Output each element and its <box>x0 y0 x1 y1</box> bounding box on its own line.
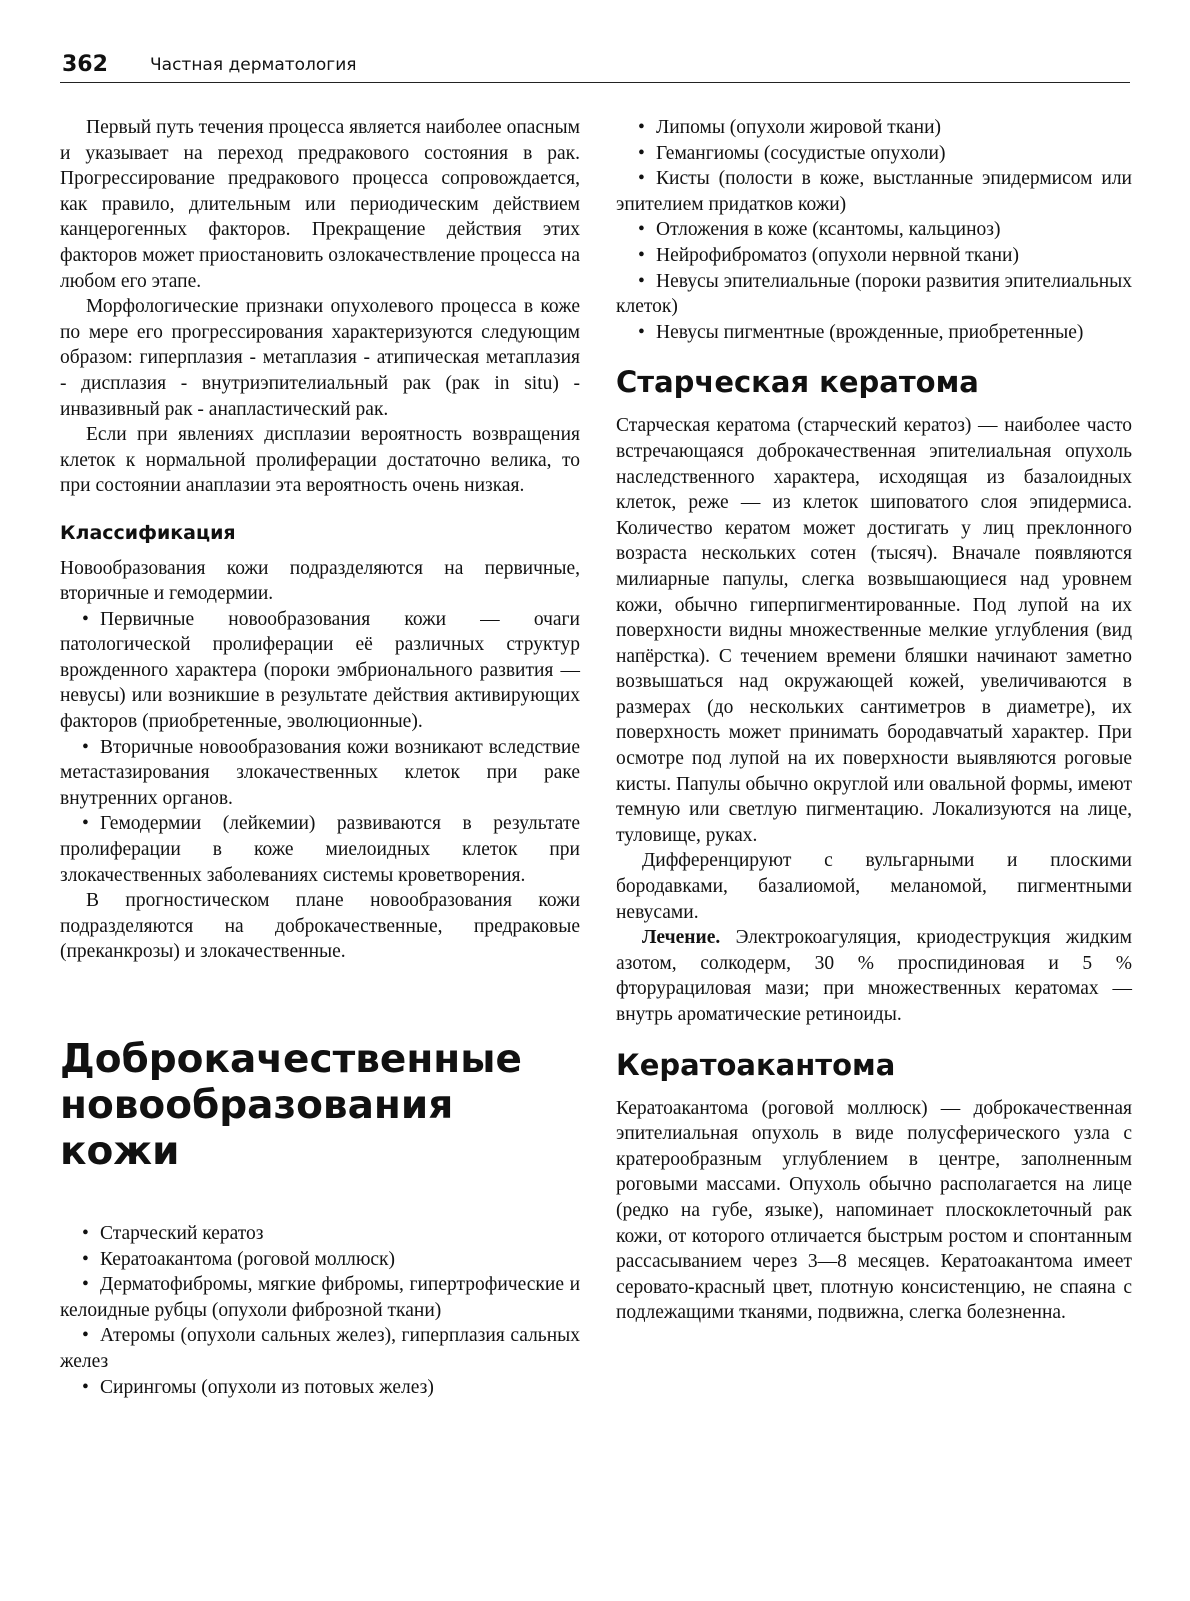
bullet-icon: • <box>82 1274 89 1296</box>
list-item: • Кератоакантома (роговой моллюск) <box>60 1247 580 1273</box>
paragraph: Если при явлениях дисплазии вероятность возвращения клеток к нормальной пролиферации достаточно велика, то при состоянии анаплазии эта вероятность очень низкая. <box>60 424 580 497</box>
bullet-icon: • <box>638 117 645 138</box>
bullet-icon: • <box>82 1223 89 1244</box>
paragraph: Морфологические признаки опухолевого процесса в коже по мере его прогрессирования характеризуются следующим образом: гиперплазия - метаплазия - атипическая метаплазия - дисплазия - внутриэпителиальный рак (рак in situ) - инвазивный рак - анапластический рак. <box>60 296 580 420</box>
bullet-icon: • <box>82 1376 89 1398</box>
bullet-icon: • <box>82 1248 89 1270</box>
section-title-senile-keratoma: Старческая кератома <box>616 365 979 400</box>
bullet-icon: • <box>638 168 645 190</box>
bullet-icon: • <box>638 321 645 343</box>
list-item: • Сирингомы (опухоли из потовых желез) <box>60 1375 580 1401</box>
running-title: Частная дерматология <box>150 55 357 75</box>
list-item: • Старческий кератоз <box>60 1221 580 1247</box>
treatment-label: Лечение. <box>642 927 721 949</box>
list-item: • Отложения в коже (ксантомы, кальциноз) <box>616 217 1132 243</box>
paragraph: Кератоакантома (роговой моллюск) — доброкачественная эпителиальная опухоль в виде полусферического узла с кратерообразным углублением в центре, заполненным роговыми массами. Опухоль обычно располагается на лице (редко на губе, языке), напоминает плоскоклеточный рак кожи, от которого отличается быстрым ростом и спонтанным рассасыванием через 3—8 месяцев. Кератоакантома имеет серовато-красный цвет, плотную консистенцию, не спаяна с подлежащими тканями, подвижна, слегка болезненна. <box>616 1097 1132 1324</box>
bullet-icon: • <box>638 142 645 164</box>
list-item: • Дерматофибромы, мягкие фибромы, гипертрофические и келоидные рубцы (опухоли фиброзной ткани) <box>60 1274 580 1321</box>
treatment-paragraph: Лечение. Электрокоагуляция, криодеструкция жидким азотом, солкодерм, 30 % проспидиновая и 5 % фторурациловая мази; при множественных кератомах — внутрь ароматические ретиноиды. <box>616 927 1132 1025</box>
list-item: • Невусы пигментные (врожденные, приобретенные) <box>616 320 1132 346</box>
bullet-icon: • <box>638 244 645 266</box>
list-item: • Нейрофиброматоз (опухоли нервной ткани) <box>616 243 1132 269</box>
bullet-icon: • <box>638 270 645 292</box>
paragraph: Новообразования кожи подразделяются на первичные, вторичные и гемодермии. <box>60 557 580 605</box>
bullet-icon: • <box>638 219 645 241</box>
right-column <box>616 115 1132 1326</box>
list-item: • Липомы (опухоли жировой ткани) <box>616 115 1132 141</box>
chapter-title: Доброкачественные новообразования кожи <box>60 1037 522 1174</box>
paragraph: Старческая кератома (старческий кератоз) — наиболее часто встречающаяся доброкачественная эпителиальная опухоль наследственного характера, исходящая из базалоидных клеток, реже — из клеток шиповатого слоя эпидермиса. Количество кератом может достигать у лиц преклонного возраста нескольких сотен (тысяч). Вначале появляются милиарные папулы, слегка возвышающиеся над уровнем кожи, обычно гиперпигментированные. Под лупой на их поверхности видны множественные мелкие углубления (вид напёрстка). С течением времени бляшки начинают заметно возвышаться над окружающей кожей, увеличиваются в размерах (до нескольких сантиметров в диаметре), их поверхность может принимать бородавчатый характер. При осмотре под лупой на их поверхности выявляются роговые кисты. Папулы обычно округлой или овальной формы, имеют темную или светлую пигментацию. Локализуются на лице, туловище, руках. <box>616 415 1132 846</box>
left-column <box>60 115 580 1400</box>
page-number: 362 <box>62 52 108 77</box>
list-item: • Кисты (полости в коже, выстланные эпидермисом или эпителием придатков кожи) <box>616 168 1132 215</box>
list-item: • Первичные новообразования кожи — очаги патологической пролиферации её различных структур врожденного характера (пороки эмбрионального развития — невусы) или возникшие в результате действия активирующих факторов (приобретенные, эволюционные). <box>60 608 580 733</box>
bullet-icon: • <box>82 1325 89 1347</box>
page-header <box>60 52 1130 83</box>
list-item: • Гемодермии (лейкемии) развиваются в результате пролиферации в коже миелоидных клеток при злокачественных заболеваниях системы кроветворения. <box>60 813 580 886</box>
paragraph: Дифференцируют с вульгарными и плоскими бородавками, базалиомой, меланомой, пигментными невусами. <box>616 850 1132 923</box>
bullet-icon: • <box>82 608 89 630</box>
paragraph: Первый путь течения процесса является наиболее опасным и указывает на переход предракового состояния в рак. Прогрессирование предракового процесса сопровождается, как правило, длительным или периодическим действием канцерогенных факторов. Прекращение действия этих факторов может приостановить озлокачествление процесса на любом его этапе. <box>60 117 580 292</box>
list-item: • Невусы эпителиальные (пороки развития эпителиальных клеток) <box>616 270 1132 318</box>
list-item: • Гемангиомы (сосудистые опухоли) <box>616 141 1132 167</box>
bullet-icon: • <box>82 813 89 835</box>
list-item: • Вторичные новообразования кожи возникают вследствие метастазирования злокачественных клеток при раке внутренних органов. <box>60 736 580 809</box>
classification-heading: Классификация <box>60 521 236 544</box>
section-title-keratoacanthoma: Кератоакантома <box>616 1047 896 1082</box>
list-item: • Атеромы (опухоли сальных желез), гиперплазия сальных желез <box>60 1325 580 1372</box>
paragraph: В прогностическом плане новообразования кожи подразделяются на доброкачественные, предраковые (преканкрозы) и злокачественные. <box>60 890 580 963</box>
bullet-icon: • <box>82 736 89 758</box>
